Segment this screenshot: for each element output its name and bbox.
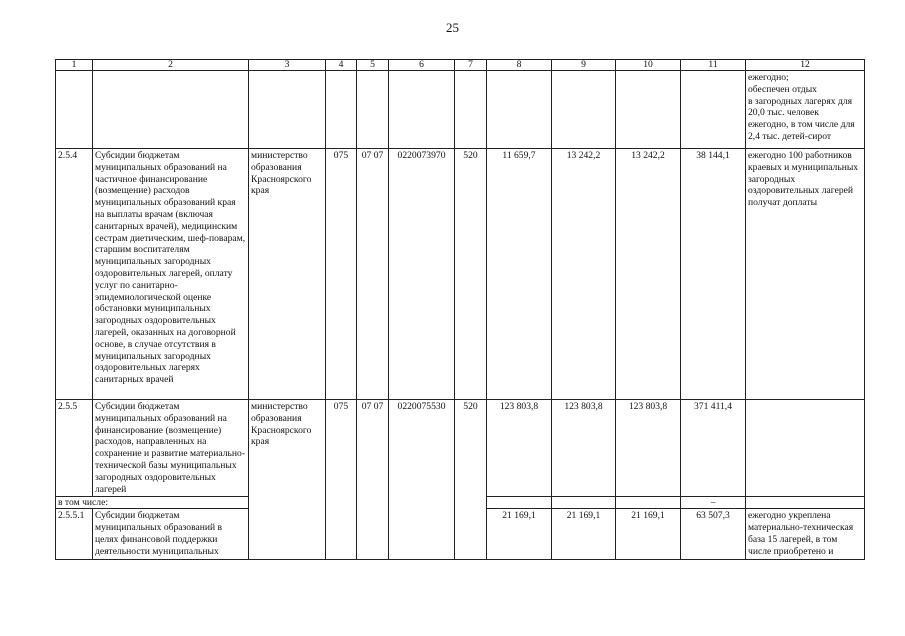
cell-empty [249, 71, 326, 149]
cell-total: 63 507,3 [681, 509, 746, 559]
cell-result: ежегодно 100 работников краевых и муниципальных загородных оздоровительных лагерей получат доплаты [746, 149, 865, 400]
column-header: 5 [357, 60, 389, 71]
cell-item-name: Субсидии бюджетам муниципальных образований на финансирование (возмещение) расходов, направленных на сохранение и развитие материально-технической базы муниципальных загородных оздоровительных лагерей [93, 400, 249, 497]
cell-year-1: 21 169,1 [487, 509, 552, 559]
cell-csr: 0220075530 [389, 400, 455, 560]
cell-grbs: 075 [326, 400, 357, 560]
cell-item-number: 2.5.5 [56, 400, 93, 497]
cell-empty [93, 71, 249, 149]
table-row-continuation [56, 71, 865, 149]
cell-empty [616, 71, 681, 149]
cell-subheader-label: в том числе: [56, 497, 249, 509]
cell-empty [357, 71, 389, 149]
column-header: 4 [326, 60, 357, 71]
cell-empty [326, 71, 357, 149]
column-header: 3 [249, 60, 326, 71]
cell-rzpr: 07 07 [357, 149, 389, 400]
column-header: 6 [389, 60, 455, 71]
cell-result: ежегодно; обеспечен отдых в загородных лагерях для 20,0 тыс. человек ежегодно, в том числе для 2,4 тыс. детей-сирот [746, 71, 865, 149]
cell-result [746, 400, 865, 497]
cell-year-2: 13 242,2 [552, 149, 616, 400]
column-header: 9 [552, 60, 616, 71]
cell-item-name: Субсидии бюджетам муниципальных образований в целях финансовой поддержки деятельности муниципальных [93, 509, 249, 559]
column-number-row [56, 60, 865, 71]
cell-empty [487, 497, 552, 509]
cell-grbs: 075 [326, 149, 357, 400]
cell-year-3: 13 242,2 [616, 149, 681, 400]
cell-year-1: 123 803,8 [487, 400, 552, 497]
cell-executor: министерство образования Красноярского края [249, 400, 326, 560]
cell-year-2: 21 169,1 [552, 509, 616, 559]
cell-vr: 520 [455, 149, 487, 400]
cell-empty [56, 71, 93, 149]
cell-result: ежегодно укреплена материально-техническая база 15 лагерей, в том числе приобретено и [746, 509, 865, 559]
column-header: 11 [681, 60, 746, 71]
cell-empty [616, 497, 681, 509]
dash-mark: – [710, 497, 716, 509]
cell-csr: 0220073970 [389, 149, 455, 400]
cell-item-number: 2.5.5.1 [56, 509, 93, 559]
cell-empty [552, 497, 616, 509]
cell-empty [455, 71, 487, 149]
cell-year-3: 21 169,1 [616, 509, 681, 559]
table-row-2-5-5 [56, 400, 865, 497]
column-header: 12 [746, 60, 865, 71]
cell-empty [746, 497, 865, 509]
column-header: 1 [56, 60, 93, 71]
cell-empty [552, 71, 616, 149]
cell-executor: министерство образования Красноярского края [249, 149, 326, 400]
cell-year-1: 11 659,7 [487, 149, 552, 400]
cell-total: 38 144,1 [681, 149, 746, 400]
cell-empty [487, 71, 552, 149]
cell-rzpr: 07 07 [357, 400, 389, 560]
column-header: 10 [616, 60, 681, 71]
cell-empty [389, 71, 455, 149]
table-row-2-5-4 [56, 149, 865, 400]
cell-year-3: 123 803,8 [616, 400, 681, 497]
cell-year-2: 123 803,8 [552, 400, 616, 497]
cell-item-name: Субсидии бюджетам муниципальных образований на частичное финансирование (возмещение) расходов муниципальных образований края на выплаты врачам (включая санитарных врачей), медицинским сестрам диетическим, шеф-поварам, старшим воспитателям муниципальных загородных оздоровительных лагерей, оплату услуг по санитарно-эпидемиологической оценке обстановки муниципальных загородных оздоровительных лагерей, оказанных на договорной основе, в случае отсутствия в муниципальных загородных оздоровительных лагерях санитарных врачей [93, 149, 249, 400]
cell-total-dash [681, 497, 746, 509]
cell-item-number: 2.5.4 [56, 149, 93, 400]
cell-empty [681, 71, 746, 149]
column-header: 8 [487, 60, 552, 71]
cell-vr: 520 [455, 400, 487, 560]
budget-table [55, 59, 865, 560]
column-header: 2 [93, 60, 249, 71]
cell-total: 371 411,4 [681, 400, 746, 497]
page-number: 25 [446, 20, 459, 35]
column-header: 7 [455, 60, 487, 71]
